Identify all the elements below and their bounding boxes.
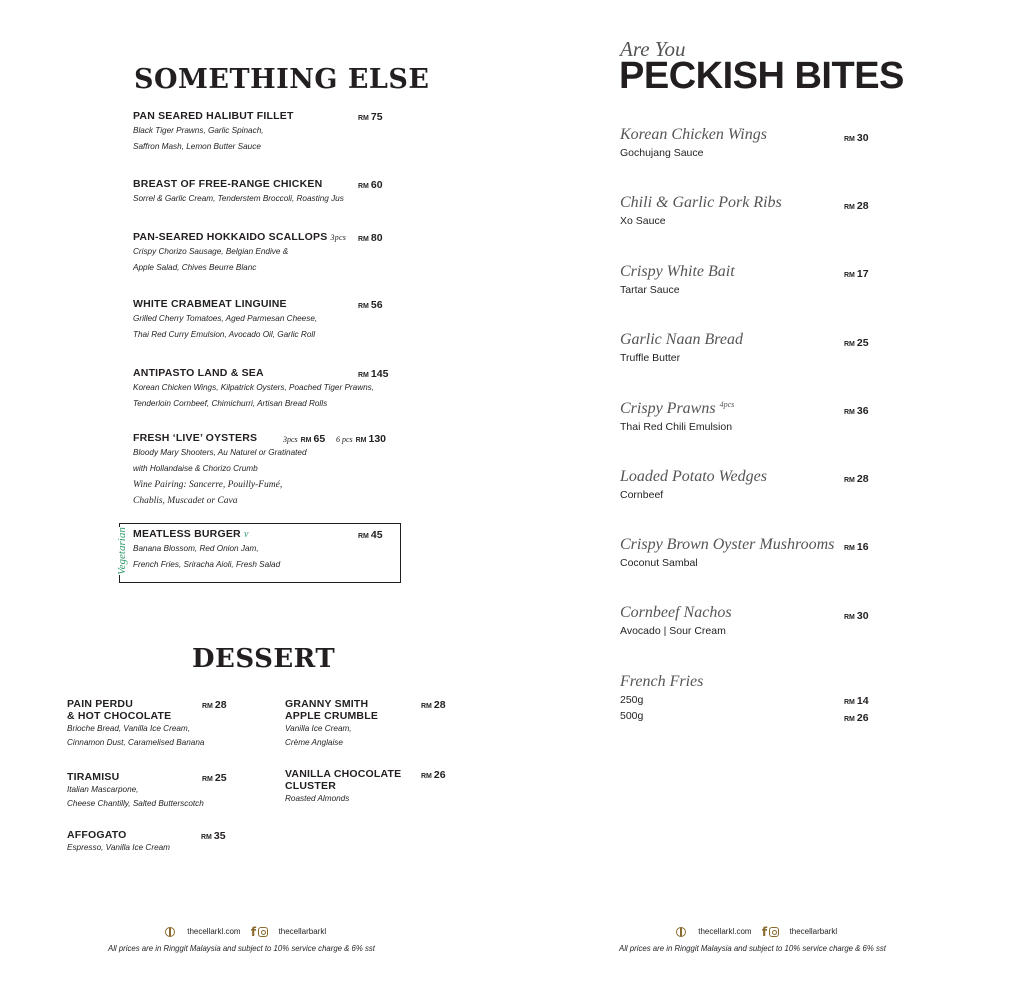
- item-price: RM 75: [358, 111, 383, 123]
- snack-item: [620, 400, 734, 433]
- item-price: RM 56: [358, 299, 383, 311]
- item-price: RM 36: [844, 405, 869, 417]
- item-desc: Bloody Mary Shooters, Au Naturel or Gratinated: [133, 448, 307, 457]
- item-size: 500g: [620, 710, 644, 722]
- item-qty: 4pcs: [719, 400, 735, 409]
- item-name: Loaded Potato Wedges: [620, 468, 767, 485]
- item-desc: Crème Anglaise: [285, 738, 343, 747]
- item-price: RM 25: [844, 337, 869, 349]
- item-desc: Saffron Mash, Lemon Butter Sauce: [133, 142, 261, 151]
- menu-item: [133, 178, 344, 207]
- social-handle[interactable]: thecellarbarkl: [789, 927, 838, 937]
- item-desc: Italian Mascarpone,: [67, 785, 139, 794]
- item-desc: Tenderloin Cornbeef, Chimichurri, Artisan Bread Rolls: [133, 399, 328, 408]
- item-desc: Sorrel & Garlic Cream, Tenderstem Broccoli, Roasting Jus: [133, 194, 344, 203]
- item-desc: Banana Blossom, Red Onion Jam,: [133, 544, 259, 553]
- menu-item-burger: [133, 528, 280, 573]
- item-price: RM 16: [844, 541, 869, 553]
- kicker: Are You: [620, 37, 686, 61]
- item-desc: with Hollandaise & Chorizo Crumb: [133, 464, 258, 473]
- item-price: RM 60: [358, 179, 383, 191]
- footer-note: All prices are in Ringgit Malaysia and subject to 10% service charge & 6% sst: [619, 944, 886, 953]
- item-price: RM 26: [421, 769, 446, 781]
- item-price: RM 145: [358, 368, 389, 380]
- item-desc: Cheese Chantilly, Salted Butterscotch: [67, 799, 204, 808]
- item-name: WHITE CRABMEAT LINGUINE: [133, 298, 287, 310]
- item-name: Chili & Garlic Pork Ribs: [620, 194, 782, 211]
- item-price: RM 45: [358, 529, 383, 541]
- item-desc: Apple Salad, Chives Beurre Blanc: [133, 263, 257, 272]
- item-price: RM 25: [202, 772, 227, 784]
- snack-item: [620, 194, 782, 227]
- dessert-item: [67, 698, 204, 750]
- section-title-dessert: DESSERT: [192, 644, 336, 674]
- item-name: MEATLESS BURGER v: [133, 528, 249, 540]
- item-name: Crispy Brown Oyster Mushrooms: [620, 536, 835, 553]
- footer-contacts: [676, 925, 837, 939]
- snack-item: [620, 468, 767, 501]
- facebook-icon[interactable]: f: [761, 925, 768, 939]
- website-link[interactable]: thecellarkl.com: [698, 927, 752, 937]
- snack-item: [620, 126, 767, 159]
- snack-item: [620, 331, 743, 364]
- item-name: Crispy Prawns $^{4pcs}$: [620, 400, 735, 417]
- item-price: RM 28: [202, 699, 227, 711]
- wine-pairing: Wine Pairing: Sancerre, Pouilly-Fumé,: [133, 480, 283, 490]
- wine-pairing: Chablis, Muscadet or Cava: [133, 496, 238, 506]
- item-price: RM 35: [201, 830, 226, 842]
- item-price: RM 28: [421, 699, 446, 711]
- snack-item: [620, 263, 735, 296]
- item-name: GRANNY SMITH: [285, 698, 369, 710]
- item-name: Cornbeef Nachos: [620, 604, 732, 621]
- social-handle[interactable]: thecellarbarkl: [278, 927, 327, 937]
- menu-item-oysters: [133, 432, 307, 509]
- item-name: Garlic Naan Bread: [620, 331, 743, 348]
- menu-item: [133, 231, 346, 276]
- footer-contacts: [165, 925, 326, 939]
- website-link[interactable]: thecellarkl.com: [187, 927, 241, 937]
- facebook-icon[interactable]: f: [250, 925, 257, 939]
- item-name: FRESH ‘LIVE’ OYSTERS: [133, 432, 258, 444]
- item-desc: Gochujang Sauce: [620, 147, 704, 159]
- item-price-6pcs: 6 pcs RM 130: [336, 433, 387, 445]
- dessert-item: [67, 771, 204, 811]
- item-price: RM 17: [844, 268, 869, 280]
- item-desc: Brioche Bread, Vanilla Ice Cream,: [67, 724, 191, 733]
- footer-note: All prices are in Ringgit Malaysia and subject to 10% service charge & 6% sst: [108, 944, 375, 953]
- item-price-3pcs: 3pcs RM 65: [283, 433, 326, 445]
- instagram-icon[interactable]: [769, 927, 779, 937]
- vegetarian-mark: v: [243, 529, 249, 540]
- item-name: VANILLA CHOCOLATE: [285, 768, 402, 780]
- item-desc: Thai Red Chili Emulsion: [620, 421, 733, 433]
- item-desc: Black Tiger Prawns, Garlic Spinach,: [133, 126, 264, 135]
- dessert-item: [67, 829, 170, 855]
- item-price: RM 28: [844, 473, 869, 485]
- dessert-item: [285, 698, 378, 750]
- item-desc: Avocado | Sour Cream: [620, 625, 726, 637]
- snack-item-fries: [620, 673, 703, 722]
- menu-item: [133, 298, 317, 343]
- item-desc: Espresso, Vanilla Ice Cream: [67, 843, 170, 852]
- menu-item: [133, 367, 374, 412]
- item-price: RM 28: [844, 200, 869, 212]
- menu-item: [133, 110, 294, 155]
- item-name: PAIN PERDU: [67, 698, 133, 710]
- item-name: BREAST OF FREE-RANGE CHICKEN: [133, 178, 323, 190]
- item-name: Crispy White Bait: [620, 263, 735, 280]
- item-desc: Roasted Almonds: [285, 794, 350, 803]
- item-price: RM 30: [844, 610, 869, 622]
- section-title-peckish-bites: PECKISH BITES: [619, 55, 904, 97]
- item-desc: Vanilla Ice Cream,: [285, 724, 352, 733]
- item-price: RM 30: [844, 132, 869, 144]
- dessert-item: [285, 768, 401, 806]
- snack-item: [620, 604, 732, 637]
- item-size: 250g: [620, 694, 644, 706]
- item-desc: Korean Chicken Wings, Kilpatrick Oysters, Poached Tiger Prawns,: [133, 383, 375, 392]
- item-name: Korean Chicken Wings: [620, 126, 767, 143]
- item-desc: Crispy Chorizo Sausage, Belgian Endive &: [133, 247, 289, 256]
- vegetarian-label: Vegetarian: [116, 527, 128, 575]
- item-desc: Truffle Butter: [620, 352, 681, 364]
- item-name: APPLE CRUMBLE: [285, 710, 379, 722]
- item-name: & HOT CHOCOLATE: [67, 710, 172, 722]
- item-name: TIRAMISU: [67, 771, 120, 783]
- item-price: RM 80: [358, 232, 383, 244]
- item-price: RM 26: [844, 712, 869, 724]
- item-desc: Tartar Sauce: [620, 284, 680, 296]
- item-name: ANTIPASTO LAND & SEA: [133, 367, 264, 379]
- item-desc: French Fries, Sriracha Aioli, Fresh Salad: [133, 560, 281, 569]
- item-price: RM 14: [844, 695, 869, 707]
- section-title-something-else: SOMETHING ELSE: [134, 64, 430, 95]
- item-name: AFFOGATO: [67, 829, 127, 841]
- item-name: PAN-SEARED HOKKAIDO SCALLOPS 3pcs: [133, 231, 347, 243]
- item-desc: Xo Sauce: [620, 215, 666, 227]
- item-qty: 3pcs: [330, 233, 347, 242]
- item-desc: Cornbeef: [620, 489, 664, 501]
- snack-item: [620, 536, 834, 569]
- instagram-icon[interactable]: [258, 927, 268, 937]
- item-desc: Grilled Cherry Tomatoes, Aged Parmesan Cheese,: [133, 314, 318, 323]
- item-desc: Coconut Sambal: [620, 557, 698, 569]
- item-name: PAN SEARED HALIBUT FILLET: [133, 110, 294, 122]
- item-name: CLUSTER: [285, 780, 336, 792]
- item-desc: Cinnamon Dust, Caramelised Banana: [67, 738, 205, 747]
- globe-icon: [676, 927, 686, 937]
- item-desc: Thai Red Curry Emulsion, Avocado Oil, Garlic Roll: [133, 330, 316, 339]
- globe-icon: [165, 927, 175, 937]
- item-name: French Fries: [620, 673, 704, 690]
